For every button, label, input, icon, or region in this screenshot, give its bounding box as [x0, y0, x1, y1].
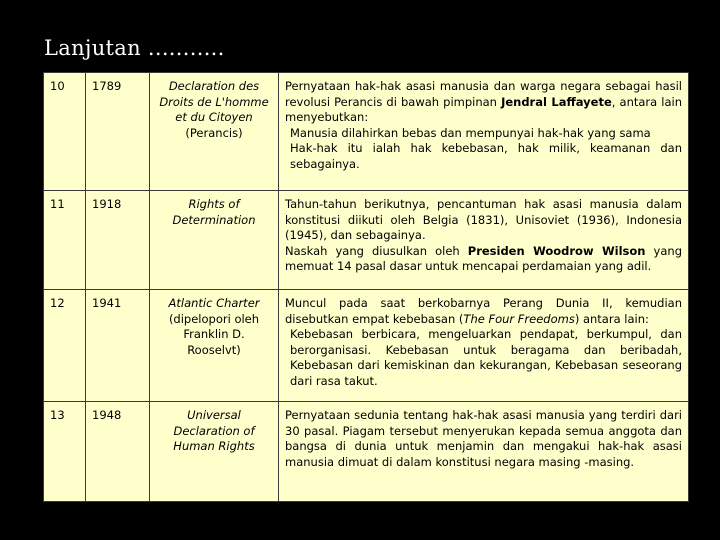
- document-name: Universal Declaration of Human Rights: [173, 408, 255, 453]
- slide-title: Lanjutan ...........: [44, 36, 225, 60]
- description-paragraph: Pernyataan sedunia tentang hak-hak asasi manusia yang terdiri dari 30 pasal. Piagam tersebut menyerukan kepada semua anggota dan bangsa di dunia untuk menjamin dan mengakui hak-hak asasi manusia dimuat di dalam konstitusi negara masing -masing.: [285, 408, 682, 469]
- description-text: Muncul pada saat berkobarnya Perang Dunia II, kemudian disebutkan empat kebebasan (: [285, 296, 682, 326]
- document-name: Atlantic Charter: [168, 296, 260, 310]
- history-table: [43, 72, 689, 502]
- description-paragraph: Manusia dilahirkan bebas dan mempunyai hak-hak yang sama: [290, 125, 651, 140]
- description-text: Pernyataan hak-hak asasi manusia dan warga negara sebagai hasil revolusi Perancis di bawah pimpinan: [285, 79, 682, 109]
- row-description: [279, 191, 689, 290]
- row-document: [150, 402, 279, 502]
- document-country: (Perancis): [185, 125, 243, 140]
- description-paragraph: Tahun-tahun berikutnya, pencantuman hak asasi manusia dalam konstitusi diikuti oleh Belgia (1831), Unisoviet (1936), Indonesia (1945), dan sebagainya.: [285, 197, 682, 242]
- description-bold-name: Presiden Woodrow Wilson: [467, 243, 646, 258]
- row-year: 1789: [86, 73, 150, 191]
- row-number: 10: [44, 73, 86, 191]
- description-paragraph: Kebebasan berbicara, mengeluarkan pendapat, berkumpul, dan berorganisasi. Kebebasan untuk beragama dan beribadah, Kebebasan dari kemiskinan dan kekurangan, Kebebasan seseorang dari rasa takut.: [290, 327, 682, 388]
- row-year: 1948: [86, 402, 150, 502]
- description-text: yang memuat 14 pasal dasar untuk mencapai perdamaian yang adil.: [285, 243, 682, 273]
- description-text: Naskah yang diusulkan oleh: [285, 243, 468, 258]
- row-number: 11: [44, 191, 86, 290]
- description-text: , antara lain menyebutkan:: [285, 94, 682, 124]
- description-paragraph: [285, 244, 682, 275]
- table-row: [44, 290, 689, 402]
- row-document: [150, 191, 279, 290]
- row-description: [279, 402, 689, 502]
- row-description: [279, 73, 689, 191]
- table-row: [44, 73, 689, 191]
- row-number: 13: [44, 402, 86, 502]
- description-paragraph: [285, 296, 682, 327]
- description-bold-name: Jendral Laffayete: [501, 94, 612, 109]
- row-year: 1918: [86, 191, 150, 290]
- document-name: Declaration des Droits de L'homme et du Citoyen: [159, 79, 269, 124]
- row-description: [279, 290, 689, 402]
- row-document: [150, 73, 279, 191]
- description-italic-term: The Four Freedoms: [463, 311, 575, 326]
- row-number: 12: [44, 290, 86, 402]
- description-text: ) antara lain:: [574, 311, 649, 326]
- table-row: [44, 191, 689, 290]
- document-name: Rights of Determination: [172, 197, 256, 227]
- row-year: 1941: [86, 290, 150, 402]
- row-document: [150, 290, 279, 402]
- description-paragraph: Hak-hak itu ialah hak kebebasan, hak milik, keamanan dan sebagainya.: [290, 141, 682, 171]
- document-note: (dipelopori oleh Franklin D. Rooselvt): [168, 311, 260, 357]
- table-row: [44, 402, 689, 502]
- description-paragraph: [285, 79, 682, 126]
